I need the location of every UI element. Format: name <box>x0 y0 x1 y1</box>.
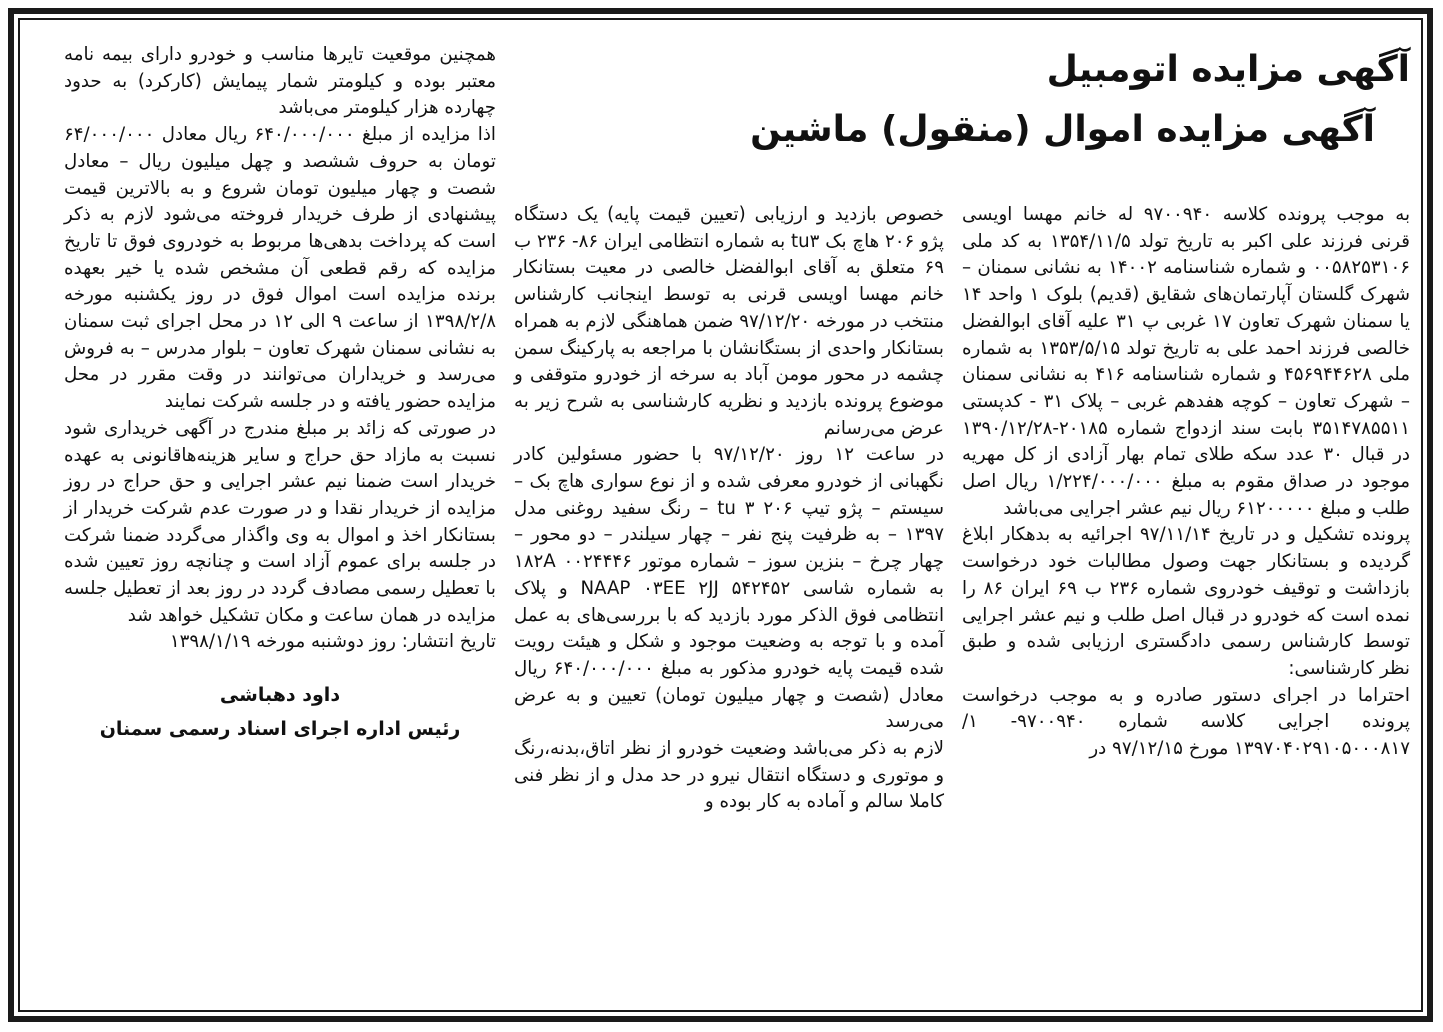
publication-date: تاریخ انتشار: روز دوشنبه مورخه ۱۳۹۸/۱/۱۹ <box>169 631 496 653</box>
sub-title: آگهی مزایده اموال (منقول) ماشین <box>750 109 1375 150</box>
column-middle <box>514 202 944 816</box>
paragraph: احتراما در اجرای دستور صادره و به موجب درخواست پرونده اجرایی کلاسه شماره ۹۷۰۰۹۴۰- ۱/ ۱۳۹۷۰۴۰۲۹۱۰۵۰۰۰۸۱۷ مورخ ۹۷/۱۲/۱۵ در <box>962 684 1410 760</box>
column-right <box>962 202 1410 763</box>
title-block <box>540 40 1410 160</box>
signatory-name: داود دهباشی <box>219 684 341 707</box>
signatory-title: رئیس اداره اجرای اسناد رسمی سمنان <box>99 718 461 741</box>
paragraph: لازم به ذکر می‌باشد وضعیت خودرو از نظر اتاق،بدنه،رنگ و موتوری و دستگاه انتقال نیرو در حد مدل و از نظر فنی کاملا سالم و آماده به کار بوده و <box>514 738 944 813</box>
paragraph: پرونده تشکیل و در تاریخ ۹۷/۱۱/۱۴ اجرائیه به بدهکار ابلاغ گردیده و بستانکار جهت وصول مطالبات خود درخواست بازداشت و توقیف خودروی شماره ۲۳۶ ب ۶۹ ایران ۸۶ را نمده است که خودرو در قبال اصل طلب و نیم عشر اجرایی توسط کارشناس رسمی دادگستری ارزیابی شده و طبق نظر کارشناسی: <box>962 524 1411 679</box>
paragraph: در ساعت ۱۲ روز ۹۷/۱۲/۲۰ با حضور مسئولین کادر نگهبانی از خودرو معرفی شده و از نوع سواری هاچ بک – سیستم – پژو تیپ ۲۰۶ tu ۳ – رنگ سفید روغنی مدل ۱۳۹۷ – به ظرفیت پنج نفر – چهار سیلندر – دو محور – چهار چرخ – بنزین سوز – شماره موتور ۱۸۲A ۰۰۲۴۴۴۶ به شماره شاسی NAAP ۰۳EE ۲JJ ۵۴۲۴۵۲ و پلاک انتظامی فوق الذکر مورد بازدید که با بررسی‌های به عمل آمده و با توجه به وضعیت موجود و شکل و هیئت رویت شده قیمت پایه خودرو مذکور به مبلغ ۶۴۰/۰۰۰/۰۰۰ ریال معادل (شصت و چهار میلیون تومان) تعیین و به عرض می‌رسد <box>514 444 945 733</box>
main-title: آگهی مزایده اتومبیل <box>1046 49 1410 90</box>
paragraph: به موجب پرونده کلاسه ۹۷۰۰۹۴۰ له خانم مهسا اویسی قرنی فرزند علی اکبر به تاریخ تولد ۱۳۵۴/۱۱/۵ به کد ملی ۰۰۵۸۲۵۳۱۰۶ و شماره شناسنامه ۱۴۰۰۲ به نشانی سمنان – شهرک گلستان آپارتمان‌های شقایق (قدیم) بلوک ۱ واحد ۱۴ یا سمنان شهرک تعاون ۱۷ غربی پ ۳۱ علیه آقای ابوالفضل خالصی فرزند احمد علی به تاریخ تولد ۱۳۵۳/۵/۱۵ به شماره ملی ۴۵۶۹۴۴۶۲۸ و شماره شناسنامه ۴۱۶ به نشانی سمنان – شهرک تعاون – کوچه هفدهم غربی – پلاک ۳۱ - کدپستی ۳۵۱۴۷۸۵۵۱۱ بابت سند ازدواج شماره ۲۰۱۸۵-۱۳۹۰/۱۲/۲۸ در قبال ۳۰ عدد سکه طلای تمام بهار آزادی از کل مهریه موجود در صداق مقوم به مبلغ ۱/۲۲۴/۰۰۰/۰۰۰ ریال اصل طلب و مبلغ ۶۱۲۰۰۰۰۰ ریال نیم عشر اجرایی می‌باشد <box>962 204 1411 519</box>
paragraph: همچنین موقعیت تایرها مناسب و خودرو دارای بیمه نامه معتبر بوده و کیلومتر شمار پیمایش (کارکرد) به حدود چهارده هزار کیلومتر می‌باشد <box>64 44 496 119</box>
column-left <box>64 42 496 746</box>
paragraph: خصوص بازدید و ارزیابی (تعیین قیمت پایه) یک دستگاه پژو ۲۰۶ هاچ بک tu۳ به شماره انتظامی ایران ۸۶- ۲۳۶ ب ۶۹ متعلق به آقای ابوالفضل خالصی در معیت بستانکار خانم مهسا اویسی قرنی به توسط اینجانب کارشناس منتخب در مورخه ۹۷/۱۲/۲۰ ضمن هماهنگی لازم به همراه بستانکار واحدی از بستگانشان با مراجعه به پارکینگ سمن چشمه در محور مومن آباد به سرخه از خودرو متوقفی و موضوع پرونده بازدید و نظریه کارشناسی به شرح زیر به عرض می‌رسانم <box>514 204 944 439</box>
paragraph: اذا مزایده از مبلغ ۶۴۰/۰۰۰/۰۰۰ ریال معادل ۶۴/۰۰۰/۰۰۰ تومان به حروف ششصد و چهل میلیون ریال – معادل شصت و چهار میلیون تومان شروع و به بالاترین قیمت پیشنهادی از طرف خریدار فروخته می‌شود لازم به ذکر است که پرداخت بدهی‌ها مربوط به خودروی فوق تا تاریخ مزایده که رقم قطعی آن مشخص شده یا خیر بعهده برنده مزایده است اموال فوق در روز یکشنبه مورخه ۱۳۹۸/۲/۸ از ساعت ۹ الی ۱۲ در محل اجرای ثبت سمنان به نشانی سمنان شهرک تعاون – بلوار مدرس – به فروش می‌رسد و خریداران می‌توانند در وقت مقرر در محل مزایده حضور یافته و در جلسه شرکت نمایند <box>64 124 497 413</box>
signature-block <box>64 678 496 746</box>
paragraph: در صورتی که زائد بر مبلغ مندرج در آگهی خریداری شود نسبت به مازاد حق حراج و سایر هزینه‌هاقانونی به عهده خریدار است ضمنا نیم عشر اجرایی و حق حراج در روز مزایده از خریدار نقدا و در صورت عدم شرکت خریدار از بستانکار اخذ و اموال به وی واگذار می‌گردد ضمنا شرکت در جلسه برای عموم آزاد است و چنانچه روز تعیین شده با تعطیل رسمی مصادف گردد در روز بعد از تعطیل جلسه مزایده در همان ساعت و مکان تشکیل خواهد شد <box>64 417 496 626</box>
